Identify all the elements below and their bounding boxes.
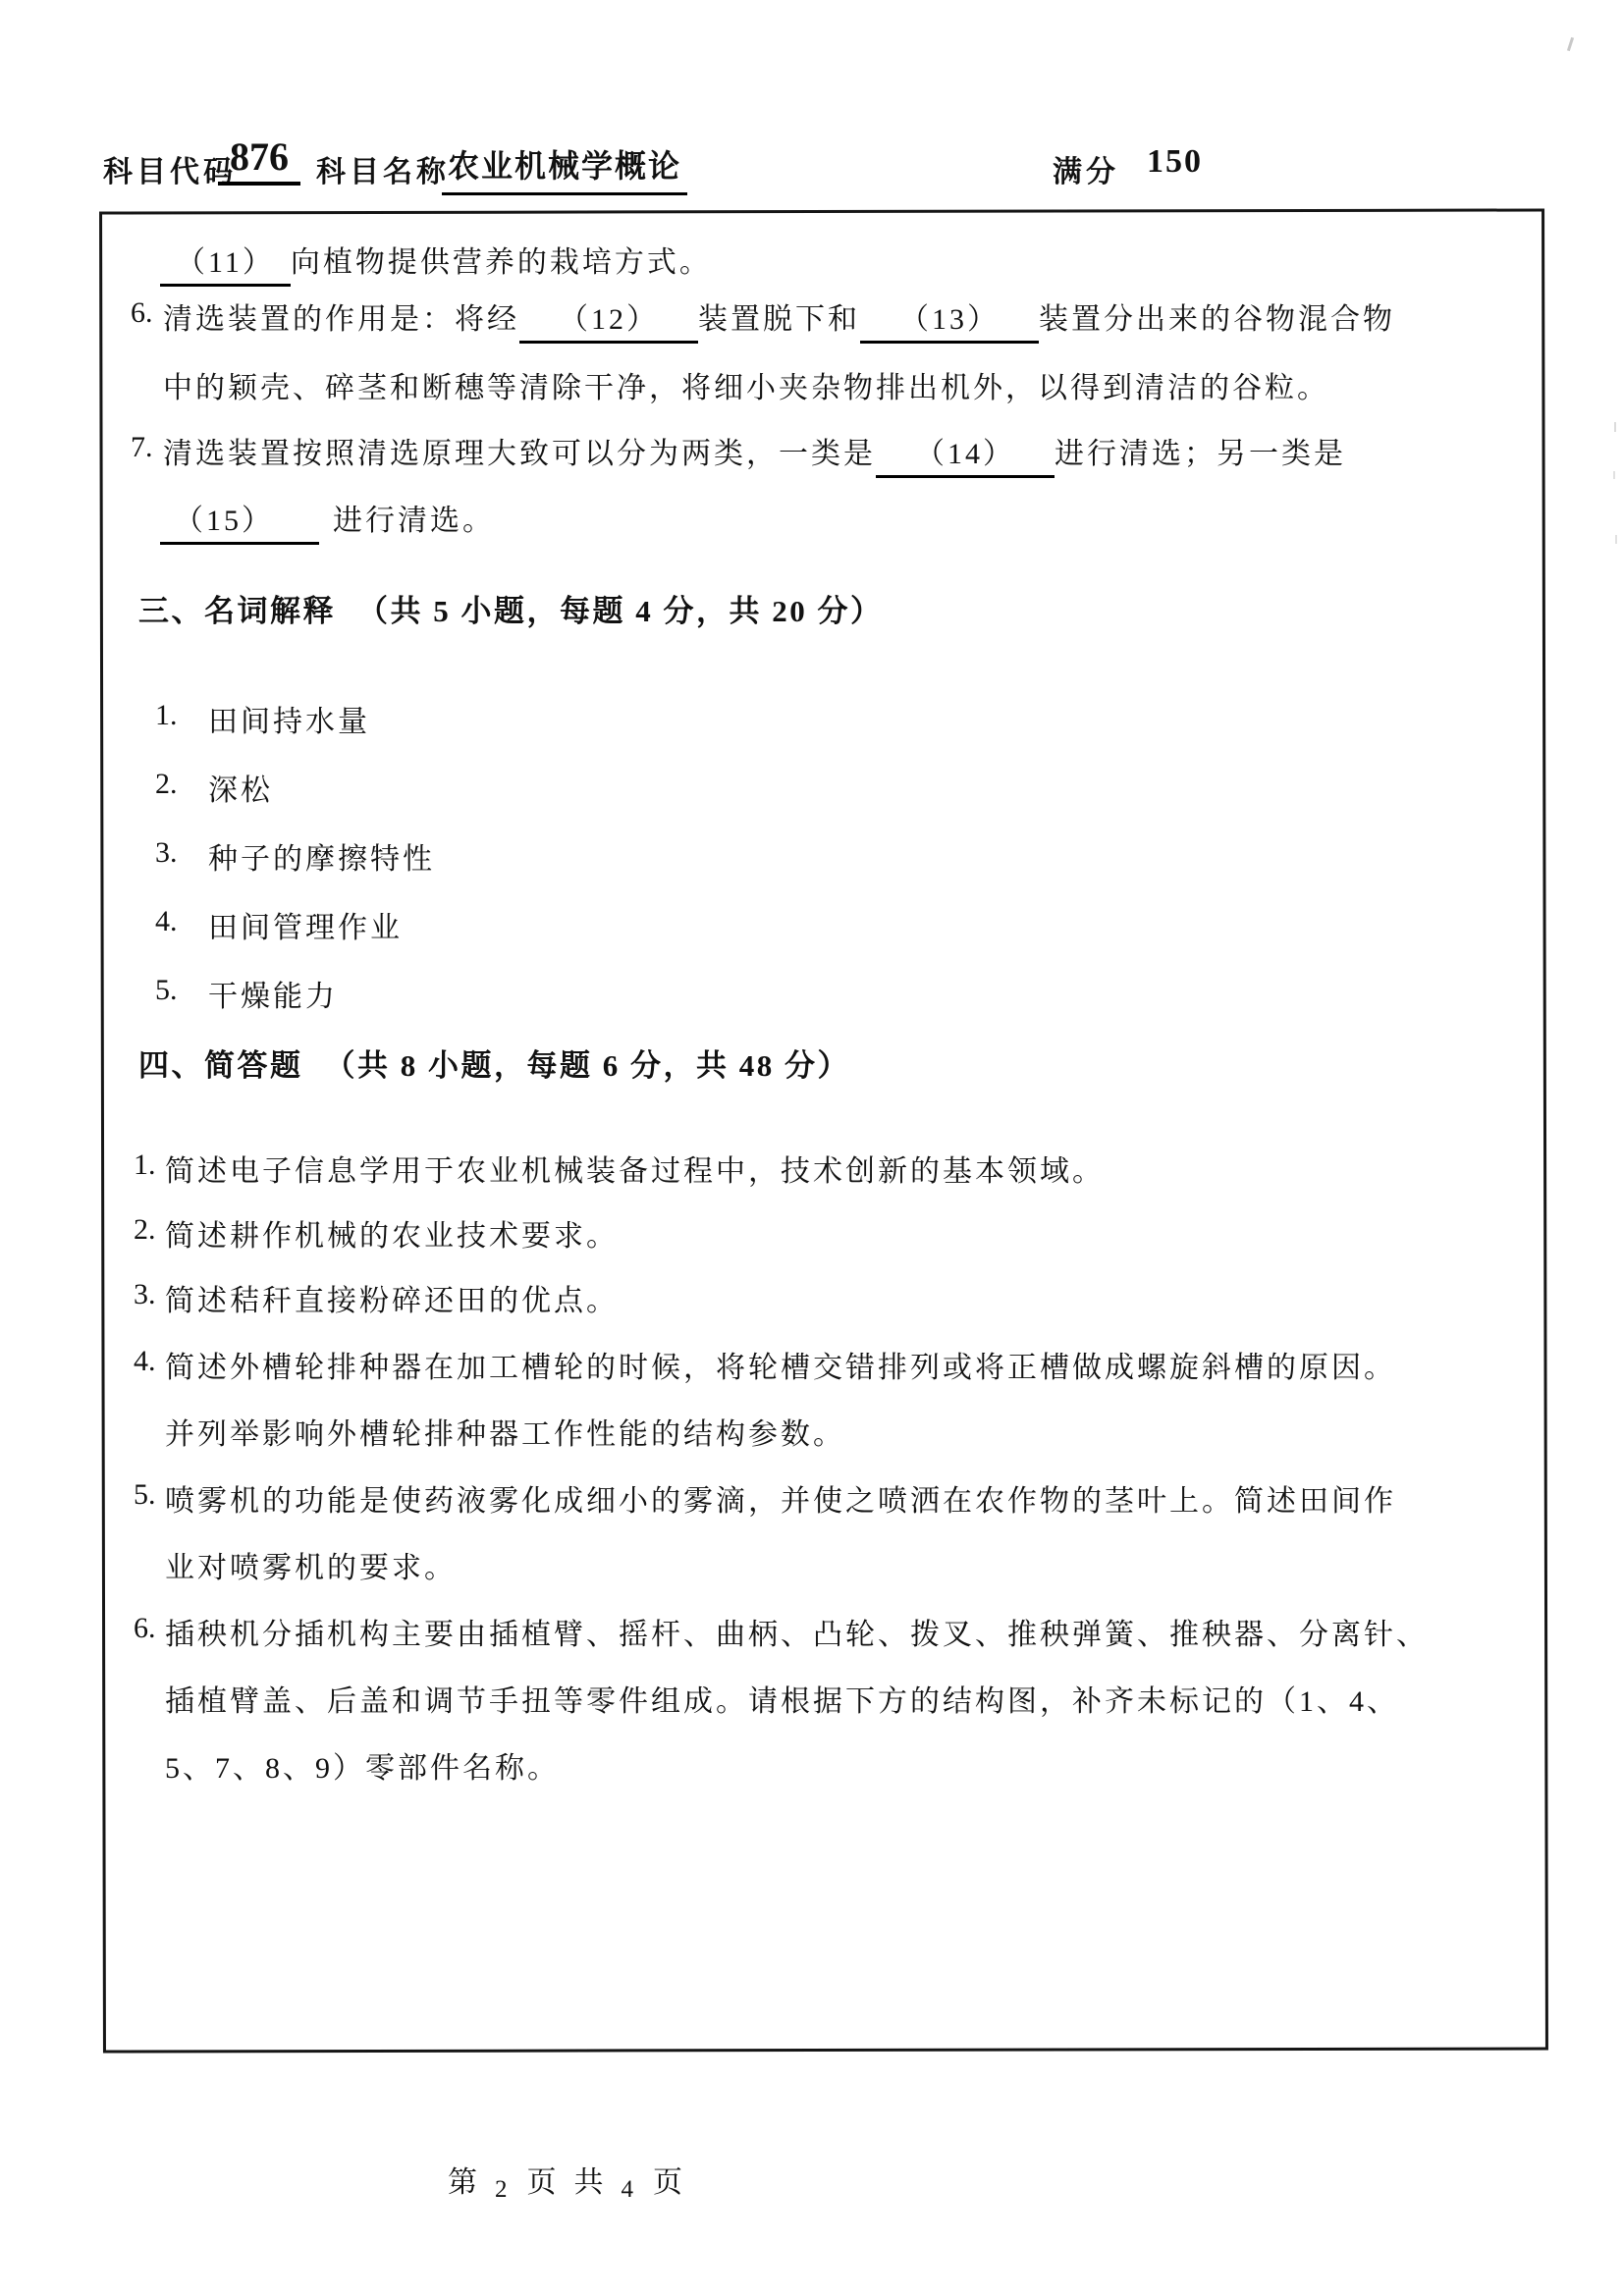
s3-item3-number: 3. (155, 836, 178, 869)
q7-number: 7. (131, 431, 153, 463)
full-score-value: 150 (1147, 143, 1203, 180)
q7-line2 (160, 496, 495, 545)
s4-item4-line2: 并列举影响外槽轮排种器工作性能的结构参数。 (165, 1418, 845, 1451)
footer-total-label: 共 (573, 2166, 606, 2199)
subject-name-label: 科目名称 (316, 156, 450, 188)
s4-item3-line1: 简述秸秆直接粉碎还田的优点。 (165, 1285, 619, 1317)
q6-seg1: 清选装置的作用是：将经 (163, 303, 519, 336)
scan-speck (1613, 471, 1615, 479)
section4-title: 四、简答题 (138, 1048, 303, 1083)
section3-meta: （共 5 小题，每题 4 分，共 20 分） (357, 594, 884, 628)
full-score-label: 满分 (1053, 156, 1119, 188)
fill-item-11-text: 向植物提供营养的栽培方式。 (290, 246, 712, 279)
s3-item1-number: 1. (155, 699, 178, 731)
q6-seg3: 装置分出来的谷物混合物 (1039, 303, 1395, 336)
s4-item5-line1: 喷雾机的功能是使药液雾化成细小的雾滴，并使之喷洒在农作物的茎叶上。简述田间作 (165, 1485, 1396, 1518)
blank-15: （15） (160, 496, 319, 545)
q7-seg1: 清选装置按照清选原理大致可以分为两类，一类是 (163, 438, 876, 470)
s4-item5-number: 5. (134, 1478, 156, 1511)
s4-item2-number: 2. (134, 1213, 156, 1246)
blank-12: （12） (519, 294, 698, 344)
subject-code-label: 科目代码 (103, 156, 237, 188)
footer-page-number: 2 (495, 2176, 510, 2203)
q7-seg2: 进行清选；另一类是 (1055, 438, 1346, 470)
q6-number: 6. (131, 296, 153, 329)
s4-item6-number: 6. (134, 1612, 156, 1644)
section3-heading (138, 586, 884, 630)
s3-item5-number: 5. (155, 974, 178, 1006)
scan-speck (1615, 535, 1617, 544)
scan-speck (1614, 422, 1616, 432)
subject-code-value: 876 (218, 133, 300, 186)
s4-item4-line1: 简述外槽轮排种器在加工槽轮的时候，将轮槽交错排列或将正槽做成螺旋斜槽的原因。 (165, 1352, 1396, 1384)
footer-page-char: 页 (526, 2166, 559, 2199)
footer-page-char-2: 页 (653, 2166, 684, 2199)
s3-item4-number: 4. (155, 905, 178, 937)
s4-item6-line1: 插秧机分插机构主要由插植臂、摇杆、曲柄、凸轮、拨叉、推秧弹簧、推秧器、分离针、 (165, 1619, 1429, 1651)
s3-item3-text: 种子的摩擦特性 (208, 843, 435, 876)
q7-seg3: 进行清选。 (333, 505, 495, 537)
section4-meta: （共 8 小题，每题 6 分，共 48 分） (324, 1048, 850, 1083)
s4-item6-line2: 插植臂盖、后盖和调节手扭等零件组成。请根据下方的结构图，补齐未标记的（1、4、 (165, 1685, 1399, 1718)
s4-item3-number: 3. (134, 1278, 156, 1310)
subject-name-value: 农业机械学概论 (442, 141, 687, 195)
q7-line1 (163, 429, 1346, 478)
footer-prefix: 第 (448, 2166, 479, 2199)
s4-item1-line1: 简述电子信息学用于农业机械装备过程中，技术创新的基本领域。 (165, 1155, 1105, 1188)
blank-14: （14） (876, 429, 1055, 478)
section3-title: 三、名词解释 (138, 594, 336, 628)
blank-13: （13） (860, 294, 1039, 344)
s4-item5-line2: 业对喷雾机的要求。 (165, 1552, 457, 1584)
s4-item4-number: 4. (134, 1345, 156, 1377)
s3-item2-text: 深松 (208, 774, 273, 807)
q6-seg2: 装置脱下和 (698, 303, 860, 336)
q6-line2: 中的颖壳、碎茎和断穗等清除干净，将细小夹杂物排出机外，以得到清洁的谷粒。 (163, 372, 1329, 404)
s3-item2-number: 2. (155, 768, 178, 800)
footer-total-number: 4 (621, 2176, 635, 2203)
s4-item2-line1: 简述耕作机械的农业技术要求。 (165, 1220, 619, 1253)
q6-line1 (163, 294, 1395, 344)
section4-heading (138, 1041, 850, 1085)
s4-item6-line3: 5、7、8、9）零部件名称。 (165, 1752, 560, 1785)
scan-speck (1567, 37, 1574, 51)
s3-item4-text: 田间管理作业 (208, 912, 403, 944)
blank-11: （11） (160, 238, 291, 287)
fill-item-11 (160, 238, 712, 287)
s3-item5-text: 干燥能力 (208, 981, 338, 1013)
s3-item1-text: 田间持水量 (208, 706, 370, 738)
page-indicator (448, 2158, 700, 2201)
s4-item1-number: 1. (134, 1148, 156, 1181)
